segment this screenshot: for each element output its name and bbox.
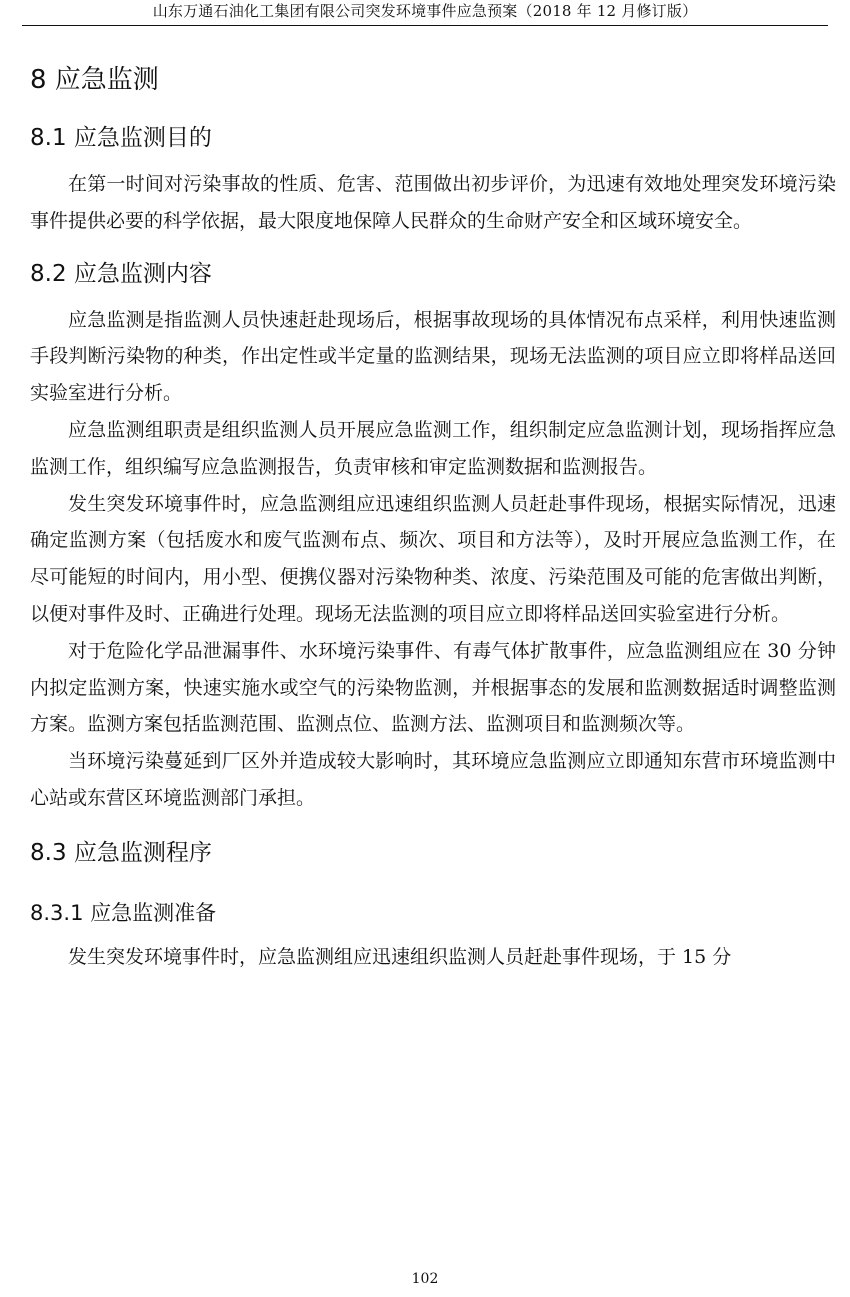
running-header — [22, 0, 828, 26]
section-8-2-paragraph: 应急监测是指监测人员快速赶赴现场后，根据事故现场的具体情况布点采样，利用快速监测手段判断污染物的种类，作出定性或半定量的监测结果，现场无法监测的项目应立即将样品送回实验室进行分析。 — [30, 308, 836, 405]
page-content — [30, 52, 836, 976]
page-number: 102 — [411, 1271, 439, 1287]
section-8-1-paragraph: 在第一时间对污染事故的性质、危害、范围做出初步评价，为迅速有效地处理突发环境污染事件提供必要的科学依据，最大限度地保障人民群众的生命财产安全和区域环境安全。 — [30, 173, 836, 232]
subsection-8-3-1-paragraph: 发生突发环境事件时，应急监测组应迅速组织监测人员赶赴事件现场，于 15 分 — [68, 945, 732, 968]
chapter-title: 8 应急监测 — [30, 65, 159, 95]
section-8-2-paragraph: 应急监测组职责是组织监测人员开展应急监测工作，组织制定应急监测计划，现场指挥应急监测工作，组织编写应急监测报告，负责审核和审定监测数据和监测报告。 — [30, 418, 836, 478]
section-8-2-paragraph: 发生突发环境事件时，应急监测组应迅速组织监测人员赶赴事件现场，根据实际情况，迅速确定监测方案（包括废水和废气监测布点、频次、项目和方法等），及时开展应急监测工作，在尽可能短的时间内，用小型、便携仪器对污染物种类、浓度、污染范围及可能的危害做出判断，以便对事件及时、正确进行处理。现场无法监测的项目应立即将样品送回实验室进行分析。 — [30, 492, 836, 625]
section-8-3-title: 8.3 应急监测程序 — [30, 839, 212, 866]
section-8-1-title: 8.1 应急监测目的 — [30, 125, 212, 151]
running-header-title: 山东万通石油化工集团有限公司突发环境事件应急预案（2018 年 12 月修订版） — [152, 2, 698, 20]
subsection-8-3-1-title: 8.3.1 应急监测准备 — [30, 900, 217, 925]
section-8-2-paragraph: 对于危险化学品泄漏事件、水环境污染事件、有毒气体扩散事件，应急监测组应在 30 分钟内拟定监测方案，快速实施水或空气的污染物监测，并根据事态的发展和监测数据适时调整监测方案。监测方案包括监测范围、监测点位、监测方法、监测项目和监测频次等。 — [30, 639, 836, 736]
section-8-2-title: 8.2 应急监测内容 — [30, 260, 212, 287]
section-8-2-paragraph: 当环境污染蔓延到厂区外并造成较大影响时，其环境应急监测应立即通知东营市环境监测中心站或东营区环境监测部门承担。 — [30, 750, 836, 809]
